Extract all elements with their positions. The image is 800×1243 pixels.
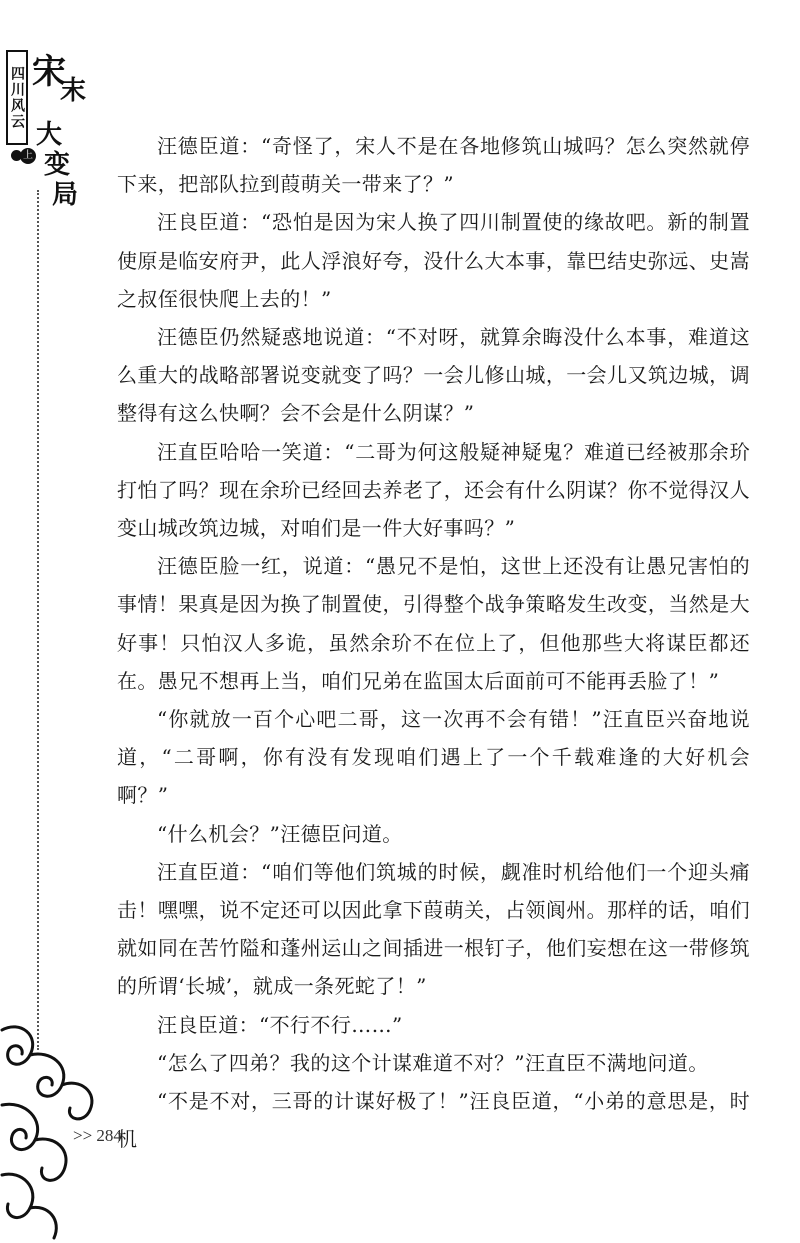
book-title-char: 末 xyxy=(60,76,87,106)
series-label: 四川风云 xyxy=(9,65,25,130)
book-title xyxy=(32,44,92,210)
paragraph: 汪直臣哈哈一笑道：“二哥为何这般疑神疑鬼？难道已经被那余玠打怕了吗？现在余玠已经回去养老了，还会有什么阴谋？你不觉得汉人变山城改筑边城，对咱们是一件大好事吗？” xyxy=(117,439,750,541)
book-title-char: 大 xyxy=(36,120,63,150)
paragraph: “你就放一百个心吧二哥，这一次再不会有错！”汪直臣兴奋地说道，“二哥啊，你有没有发现咱们遇上了一个千载难逢的大好机会啊？” xyxy=(117,707,750,808)
paragraph: 汪良臣道：“不行不行……” xyxy=(157,1012,403,1037)
volume-mark: 上 xyxy=(20,148,36,164)
book-title-char: 宋 xyxy=(32,52,66,92)
paragraph: “什么机会？”汪德臣问道。 xyxy=(157,821,403,846)
series-label-box xyxy=(6,50,28,145)
page-body xyxy=(117,127,750,1158)
paragraph: 汪德臣道：“奇怪了，宋人不是在各地修筑山城吗？怎么突然就停下来，把部队拉到葭萌关一带来了？” xyxy=(117,134,750,197)
paragraph: “怎么了四弟？我的这个计谋难道不对？”汪直臣不满地问道。 xyxy=(157,1050,709,1075)
margin-dotted-rule xyxy=(37,190,39,1050)
page-number: >> 284 xyxy=(73,1126,122,1145)
paragraph: 汪良臣道：“恐怕是因为宋人换了四川制置使的缘故吧。新的制置使原是临安府尹，此人浮浪好夸，没什么大本事，靠巴结史弥远、史嵩之叔侄很快爬上去的！” xyxy=(117,210,750,311)
paragraph: 汪直臣道：“咱们等他们筑城的时候，觑准时机给他们一个迎头痛击！嘿嘿，说不定还可以因此拿下葭萌关，占领阆州。那样的话，咱们就如同在苦竹隘和蓬州运山之间插进一根钉子，他们妄想在这一带修筑的所谓‘长城’，就成一条死蛇了！” xyxy=(117,859,750,999)
book-title-char: 变 xyxy=(44,150,71,180)
paragraph: 汪德臣仍然疑惑地说道：“不对呀，就算余晦没什么本事，难道这么重大的战略部署说变就变了吗？一会儿修山城，一会儿又筑边城，调整得有这么快啊？会不会是什么阴谋？” xyxy=(117,325,750,426)
paragraph: “不是不对，三哥的计谋好极了！”汪良臣道，“小弟的意思是，时机 xyxy=(117,1089,750,1152)
paragraph: 汪德臣脸一红，说道：“愚兄不是怕，这世上还没有让愚兄害怕的事情！果真是因为换了制置使，引得整个战争策略发生改变，当然是大好事！只怕汉人多诡，虽然余玠不在位上了，但他那些大将谋臣都还在。愚兄不想再上当，咱们兄弟在监国太后面前可不能再丢脸了！” xyxy=(117,554,750,693)
book-title-char: 局 xyxy=(52,180,79,210)
